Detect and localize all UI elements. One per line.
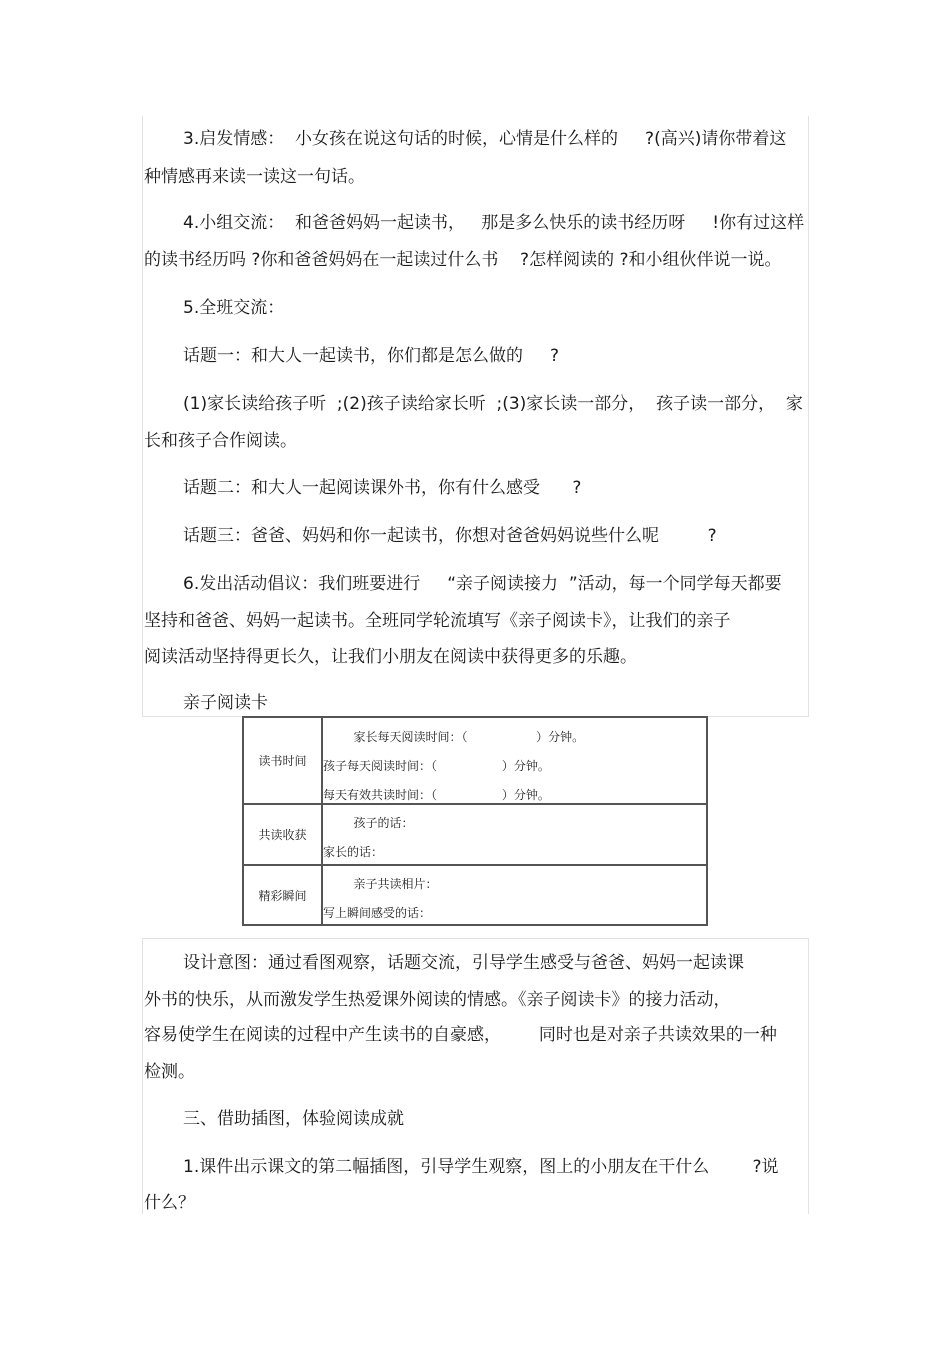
- design-intent-line-1: 设计意图：通过看图观察，话题交流，引导学生感受与爸爸、妈妈一起读课: [183, 953, 744, 973]
- card-line-feelings: 写上瞬间感受的话：: [323, 906, 432, 920]
- card-line-parent-words: 家长的话：: [323, 845, 384, 859]
- design-intent-line-4: 检测。: [144, 1062, 195, 1082]
- card-title: 亲子阅读卡: [183, 693, 268, 713]
- paragraph-5: 5.全班交流：: [183, 298, 285, 318]
- section-3-item-1-line-1: 1.课件出示课文的第二幅插图，引导学生观察，图上的小朋友在干什么 ?说: [183, 1157, 779, 1177]
- paragraph-6-line-2: 坚持和爸爸、妈妈一起读书。全班同学轮流填写《亲子阅读卡》，让我们的亲子: [144, 611, 731, 631]
- card-label-harvest: 共读收获: [243, 804, 322, 865]
- card-line-photo: 亲子共读相片：: [323, 877, 438, 891]
- card-label-moments: 精彩瞬间: [243, 865, 322, 925]
- card-row-reading-time: [243, 717, 707, 804]
- topic-3: 话题三：爸爸、妈妈和你一起读书，你想对爸爸妈妈说些什么呢 ?: [183, 526, 717, 546]
- card-line-child-words: 孩子的话：: [323, 816, 414, 830]
- paragraph-3-line-2: 种情感再来读一读这一句话。: [144, 167, 365, 187]
- paragraph-4-line-2: 的读书经历吗 ?你和爸爸妈妈在一起读过什么书 ?怎样阅读的 ?和小组伙伴说一说。: [144, 250, 782, 270]
- paragraph-6-line-3: 阅读活动坚持得更长久，让我们小朋友在阅读中获得更多的乐趣。: [144, 647, 637, 667]
- answers-line-2: 长和孩子合作阅读。: [144, 431, 297, 451]
- card-content-reading-time: [322, 717, 707, 804]
- section-3-item-1-line-2: 什么？: [144, 1193, 195, 1213]
- reading-card-table: [242, 716, 708, 926]
- answers-line-1: (1)家长读给孩子听 ;(2)孩子读给家长听 ;(3)家长读一部分， 孩子读一部分， 家: [183, 394, 803, 414]
- card-content-harvest: [322, 804, 707, 865]
- paragraph-6-line-1: 6.发出活动倡议：我们班要进行 “亲子阅读接力 ”活动，每一个同学每天都要: [183, 574, 782, 594]
- card-row-harvest: [243, 804, 707, 865]
- paragraph-4-line-1: 4.小组交流： 和爸爸妈妈一起读书， 那是多么快乐的读书经历呀 !你有过这样: [183, 213, 805, 233]
- card-content-moments: [322, 865, 707, 925]
- design-intent-line-2: 外书的快乐，从而激发学生热爱课外阅读的情感。《亲子阅读卡》的接力活动，: [144, 990, 731, 1010]
- card-row-moments: [243, 865, 707, 925]
- card-line-parent-time: 家长每天阅读时间：（ ）分钟。: [323, 730, 585, 744]
- section-3-heading: 三、借助插图，体验阅读成就: [183, 1109, 404, 1129]
- card-label-reading-time: 读书时间: [243, 717, 322, 804]
- topic-1: 话题一：和大人一起读书，你们都是怎么做的 ?: [183, 346, 560, 366]
- paragraph-3-line-1: 3.启发情感： 小女孩在说这句话的时候，心情是什么样的 ?(高兴)请你带着这: [183, 129, 787, 149]
- card-line-child-time: 孩子每天阅读时间：（ ）分钟。: [323, 759, 550, 773]
- card-line-shared-time: 每天有效共读时间：（ ）分钟。: [323, 788, 550, 802]
- topic-2: 话题二：和大人一起阅读课外书，你有什么感受 ?: [183, 478, 582, 498]
- design-intent-line-3: 容易使学生在阅读的过程中产生读书的自豪感， 同时也是对亲子共读效果的一种: [144, 1025, 777, 1045]
